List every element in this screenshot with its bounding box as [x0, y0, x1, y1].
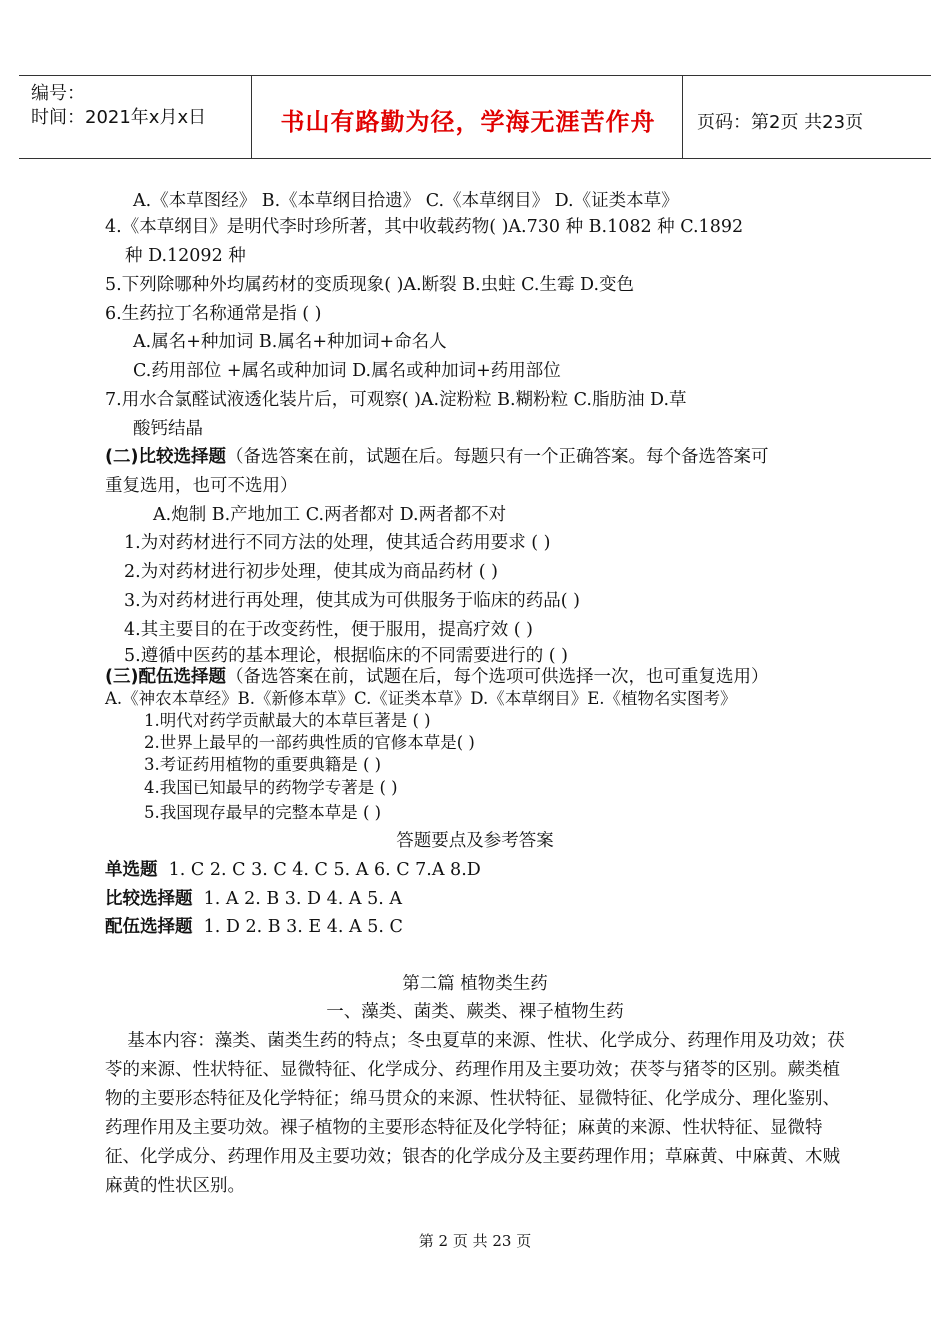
header-divider	[251, 76, 252, 158]
match-question: 3.考证药用植物的重要典籍是 ( )	[144, 755, 382, 774]
q3-options: A.《本草图经》 B.《本草纲目拾遗》 C.《本草纲目》 D.《证类本草》	[133, 191, 679, 211]
answer-label: 单选题	[105, 860, 158, 880]
q4-line2: 种 D.12092 种	[125, 246, 246, 266]
q5: 5.下列除哪种外均属药材的变质现象( )A.断裂 B.虫蛀 C.生霉 D.变色	[105, 275, 635, 295]
answer-label: 比较选择题	[105, 889, 193, 909]
header-time-label: 时间：2021年x月x日	[31, 107, 207, 128]
match-question: 4.我国已知最早的药物学专著是 ( )	[144, 778, 398, 797]
answer-row	[105, 886, 402, 912]
q7-line2: 酸钙结晶	[133, 419, 203, 439]
match-question: 5.我国现存最早的完整本草是 ( )	[144, 803, 382, 822]
match-question: 1.明代对药学贡献最大的本草巨著是 ( )	[144, 711, 431, 730]
match-title: (三)配伍选择题	[105, 667, 226, 687]
answer-row	[105, 914, 403, 940]
answer-values: 1. D 2. B 3. E 4. A 5. C	[203, 917, 403, 937]
chapter-title: 第二篇 植物类生药	[402, 974, 548, 994]
q7-line1: 7.用水合氯醛试液透化装片后，可观察( )A.淀粉粒 B.糊粉粒 C.脂肪油 D.草	[105, 390, 687, 410]
answer-label: 配伍选择题	[105, 917, 193, 937]
q4-line1: 4.《本草纲目》是明代李时珍所著，其中收载药物( )A.730 种 B.1082 种 C.1892	[105, 217, 744, 237]
compare-question: 3.为对药材进行再处理，使其成为可供服务于临床的药品( )	[124, 591, 580, 611]
q6: 6.生药拉丁名称通常是指 ( )	[105, 304, 322, 324]
compare-question: 4.其主要目的在于改变药性，便于服用，提高疗效 ( )	[124, 620, 533, 640]
q6-options-2: C.药用部位 +属名或种加词 D.属名或种加词+药用部位	[133, 361, 561, 381]
compare-options: A.炮制 B.产地加工 C.两者都对 D.两者都不对	[153, 505, 507, 525]
header-meta	[31, 82, 206, 130]
compare-heading	[105, 444, 769, 470]
answers-title: 答题要点及参考答案	[396, 831, 554, 851]
header-divider	[682, 76, 683, 158]
match-question: 2.世界上最早的一部药典性质的官修本草是( )	[144, 733, 475, 752]
compare-title: (二)比较选择题	[105, 447, 226, 467]
header-motto: 书山有路勤为径，学海无涯苦作舟	[280, 108, 656, 136]
answer-row	[105, 857, 481, 883]
compare-desc: （备选答案在前，试题在后。每题只有一个正确答案。每个备选答案可	[226, 447, 769, 467]
match-options: A.《神农本草经》B.《新修本草》C.《证类本草》D.《本草纲目》E.《植物名实图考》	[105, 689, 737, 708]
page-footer: 第 2 页 共 23 页	[418, 1232, 532, 1250]
match-desc: （备选答案在前，试题在后，每个选项可供选择一次，也可重复选用）	[226, 667, 769, 687]
header-page-label: 页码：第2页 共23页	[697, 112, 864, 133]
header-number-label: 编号：	[31, 83, 85, 104]
answer-values: 1. A 2. B 3. D 4. A 5. A	[203, 889, 402, 909]
document-header	[19, 75, 931, 159]
chapter-content: 基本内容：藻类、菌类生药的特点；冬虫夏草的来源、性状、化学成分、药理作用及功效；茯苓的来源、性状特征、显微特征、化学成分、药理作用及主要功效；茯苓与猪苓的区别。蕨类植物的主要形态特征及化学特征；绵马贯众的来源、性状特征、显微特征、化学成分、理化鉴别、药理作用及主要功效。裸子植物的主要形态特征及化学特征；麻黄的来源、性状特征、显微特征、化学成分、药理作用及主要功效；银杏的化学成分及主要药理作用；草麻黄、中麻黄、木贼麻黄的性状区别。	[105, 1031, 845, 1196]
compare-question: 1.为对药材进行不同方法的处理，使其适合药用要求 ( )	[124, 533, 551, 553]
q6-options-1: A.属名+种加词 B.属名+种加词+命名人	[133, 332, 447, 352]
compare-question: 2.为对药材进行初步处理，使其成为商品药材 ( )	[124, 562, 498, 582]
chapter-subtitle: 一、藻类、菌类、蕨类、裸子植物生药	[326, 1002, 624, 1022]
answer-values: 1. C 2. C 3. C 4. C 5. A 6. C 7.A 8.D	[168, 860, 481, 880]
compare-question: 5.遵循中医药的基本理论，根据临床的不同需要进行的 ( )	[124, 646, 568, 666]
compare-desc-cont: 重复选用，也可不选用）	[105, 476, 298, 496]
